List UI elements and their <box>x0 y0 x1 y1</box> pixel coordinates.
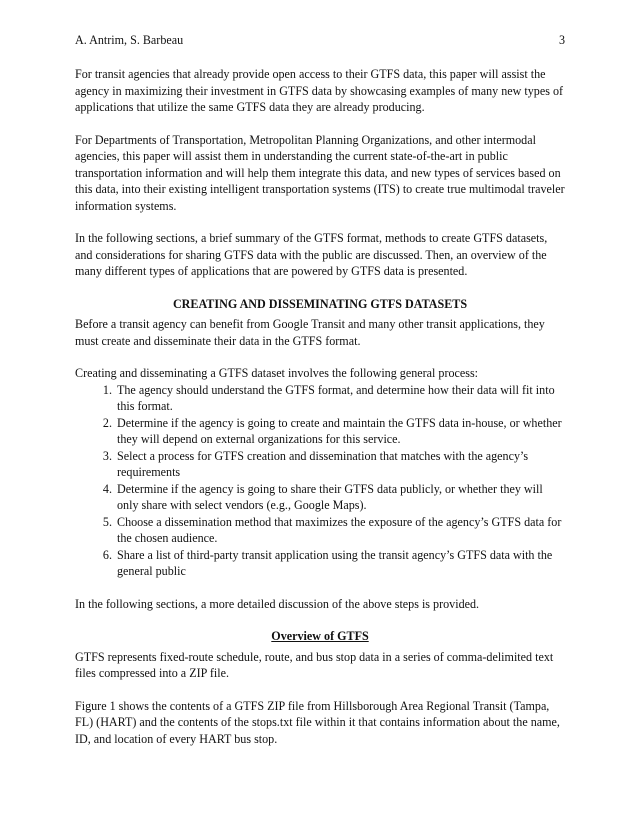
process-step: 4. Determine if the agency is going to share their GTFS data publicly, or whether they will only share with select vendors (e.g., Google Maps). <box>115 481 565 514</box>
overview-paragraph-1: GTFS represents fixed-route schedule, route, and bus stop data in a series of comma-delimited text files compressed into a ZIP file. <box>75 649 554 680</box>
process-step: 3. Select a process for GTFS creation and dissemination that matches with the agency’s requirements <box>115 448 565 481</box>
running-header <box>75 32 565 50</box>
overview-paragraph-2: Figure 1 shows the contents of a GTFS ZIP file from Hillsborough Area Regional Transit (Tampa, FL) (HART) and the contents of the stops.txt file within it that contains information about the name, ID, and location of every HART bus stop. <box>75 698 560 746</box>
process-step: 6. Share a list of third-party transit application using the transit agency’s GTFS data with the general public <box>115 547 565 580</box>
process-intro: Creating and disseminating a GTFS dataset involves the following general process: <box>75 366 479 380</box>
intro-paragraph-2: For Departments of Transportation, Metropolitan Planning Organizations, and other intermodal agencies, this paper will assist them in understanding the current state-of-the-art in public transportation information and will help them integrate this data, and new types of services based on this data, into their existing intelligent transportation systems (ITS) to create true multimodal traveler information systems. <box>75 132 565 213</box>
header-authors: A. Antrim, S. Barbeau <box>75 33 184 47</box>
intro-paragraph-1: For transit agencies that already provide open access to their GTFS data, this paper will assist the agency in maximizing their investment in GTFS data by showcasing examples of many new types of applications that utilize the same GTFS data they are already producing. <box>75 67 564 114</box>
process-steps-list <box>75 382 565 580</box>
page-number: 3 <box>558 33 565 47</box>
intro-paragraph-3: In the following sections, a brief summary of the GTFS format, methods to create GTFS datasets, and considerations for sharing GTFS data with the public are discussed. Then, an overview of the many different types of applications that are powered by GTFS data is presented. <box>75 231 548 278</box>
document-page <box>75 32 565 763</box>
section1-paragraph: Before a transit agency can benefit from Google Transit and many other transit applications, they must create and disseminate their data in the GTFS format. <box>75 317 545 348</box>
process-step: 2. Determine if the agency is going to create and maintain the GTFS data in-house, or whether they will depend on external organizations for this service. <box>115 415 565 448</box>
section-heading-creating: CREATING AND DISSEMINATING GTFS DATASETS <box>172 296 468 311</box>
section-heading-overview: Overview of GTFS <box>271 629 369 643</box>
process-step: 1. The agency should understand the GTFS format, and determine how their data will fit into this format. <box>115 382 565 415</box>
process-step: 5. Choose a dissemination method that maximizes the exposure of the agency’s GTFS data for the chosen audience. <box>115 514 565 547</box>
section1-closing: In the following sections, a more detailed discussion of the above steps is provided. <box>75 596 480 611</box>
